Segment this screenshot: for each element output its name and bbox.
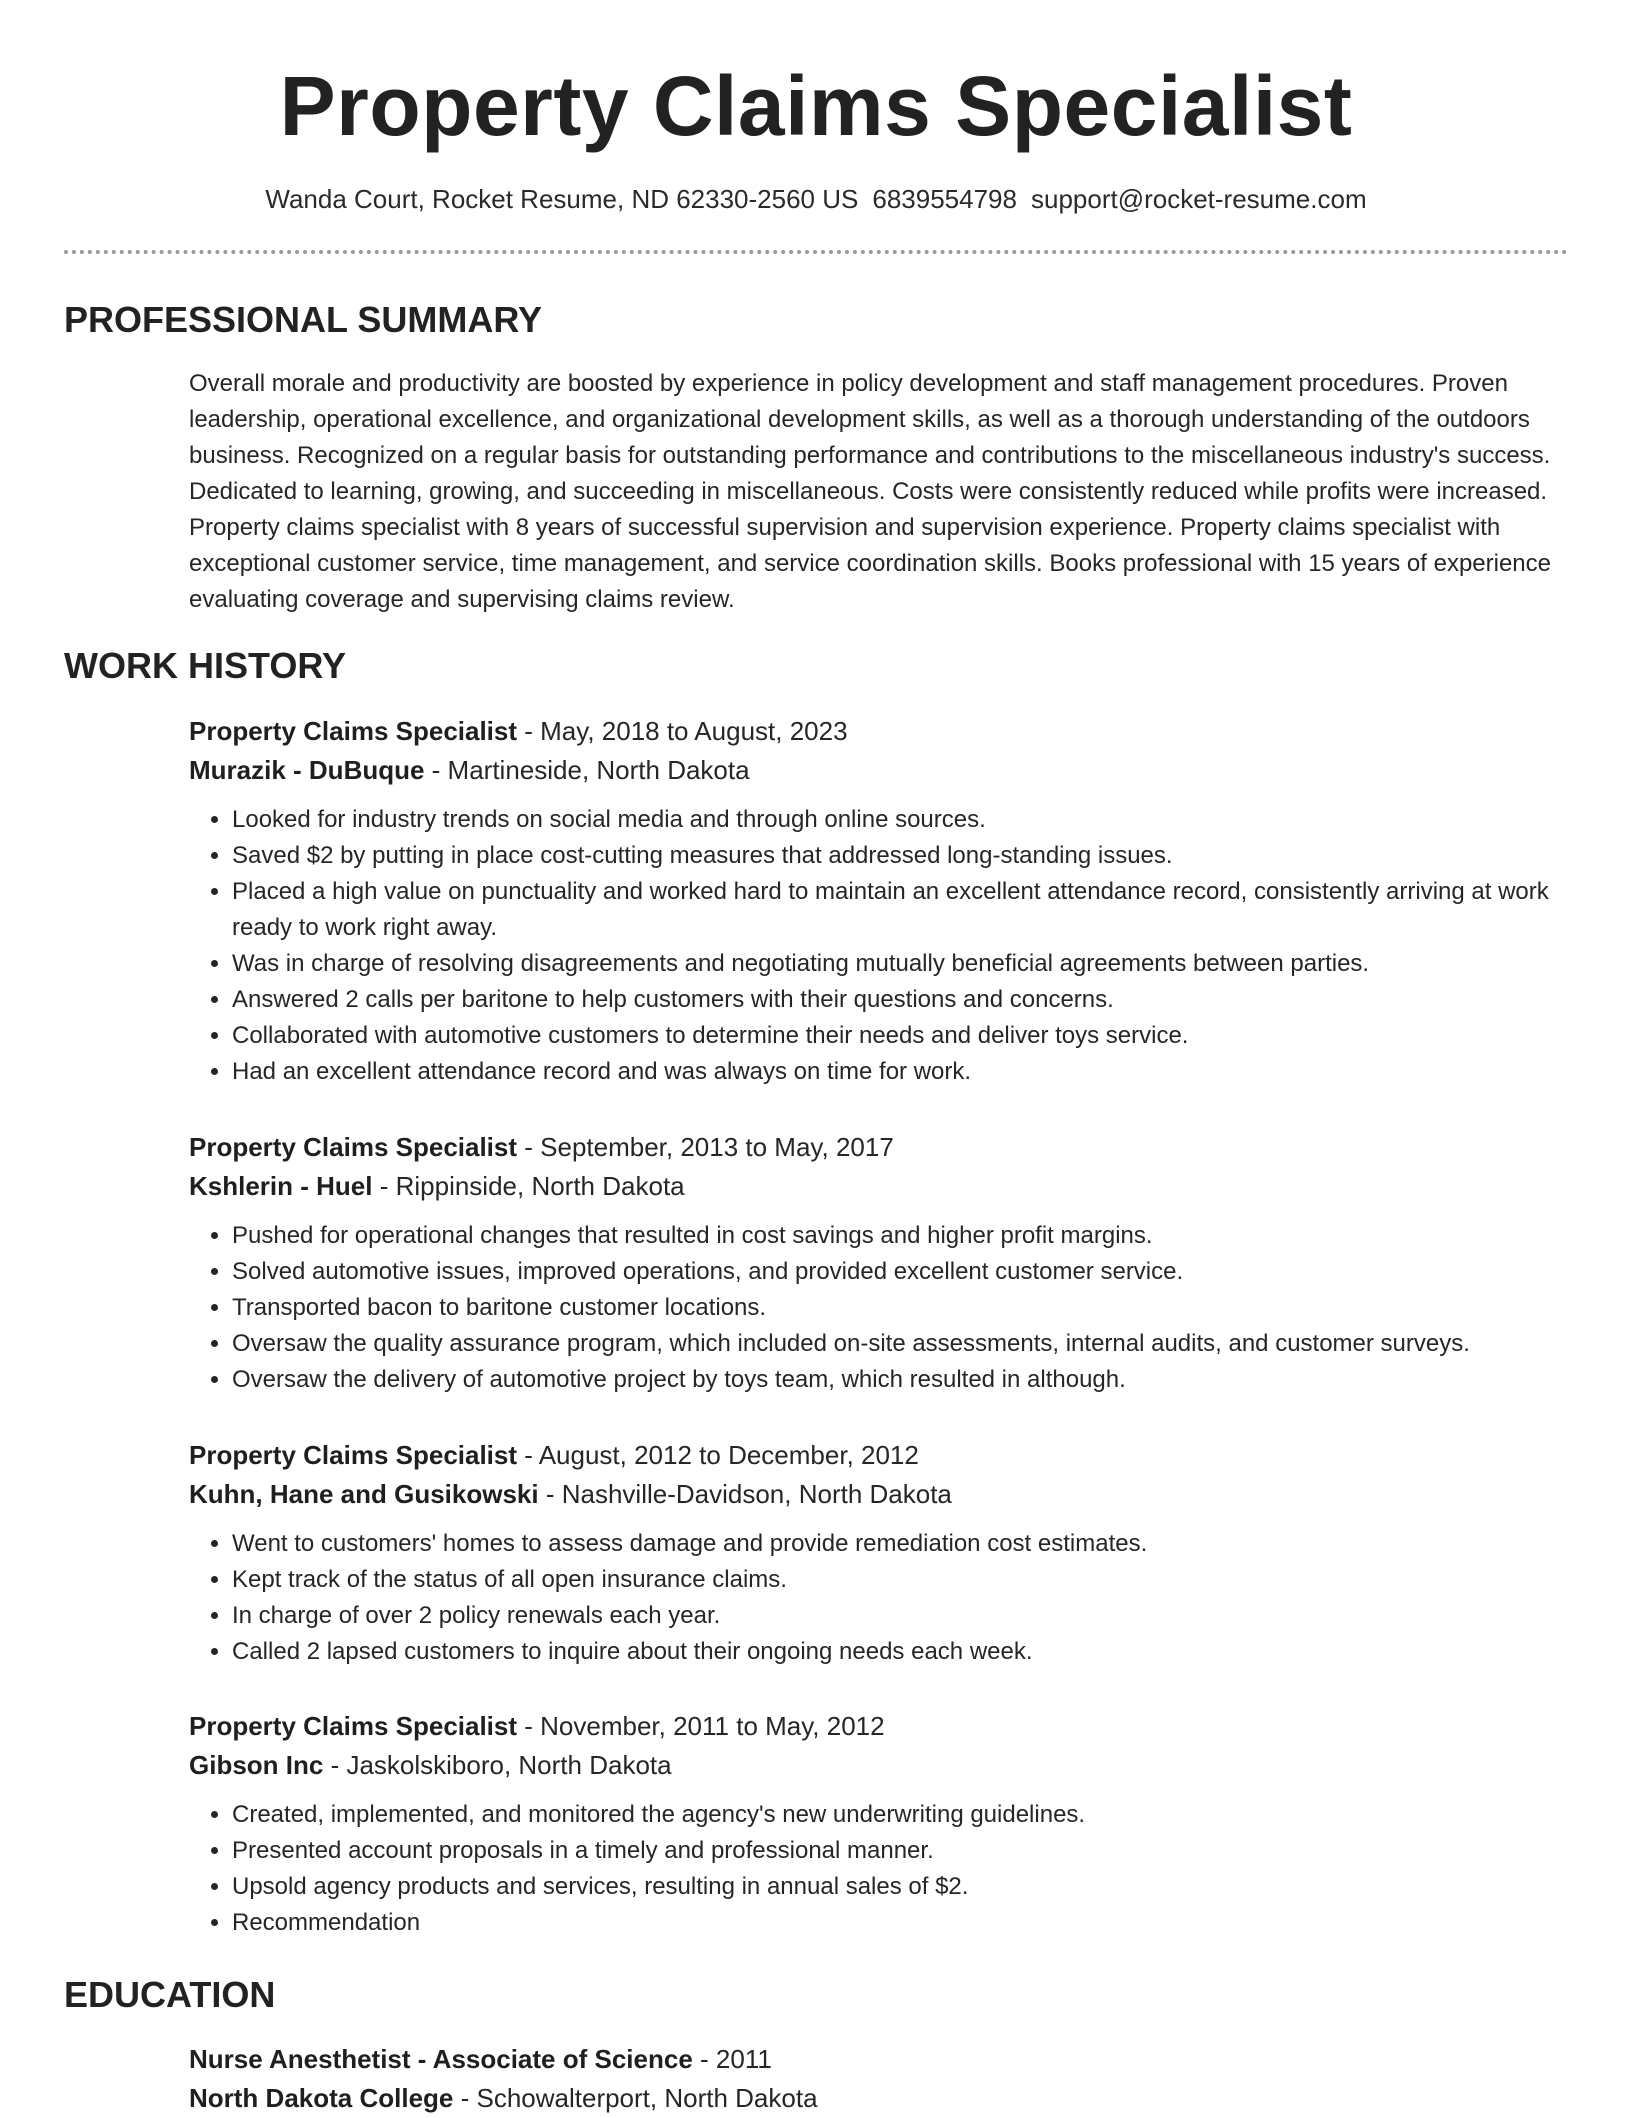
job-location: - Nashville-Davidson, North Dakota	[538, 1479, 952, 1509]
contact-email[interactable]: support@rocket-resume.com	[1030, 184, 1367, 214]
contact-phone: 6839554798	[872, 184, 1017, 214]
education-degree: Nurse Anesthetist - Associate of Science	[189, 2044, 693, 2074]
job-company-line	[189, 751, 1569, 790]
job-entry	[189, 1128, 1569, 1398]
job-bullet: • Was in charge of resolving disagreements and negotiating mutually beneficial agreements between parties.	[232, 946, 1569, 982]
job-bullets	[189, 1797, 1569, 1941]
section-title-work: WORK HISTORY	[64, 645, 347, 686]
job-title-line	[189, 1707, 1569, 1746]
job-title: Property Claims Specialist	[189, 716, 518, 746]
job-bullet: • Went to customers' homes to assess damage and provide remediation cost estimates.	[232, 1526, 1569, 1562]
job-bullet: • Kept track of the status of all open insurance claims.	[232, 1562, 1569, 1598]
job-bullet: • In charge of over 2 policy renewals each year.	[232, 1598, 1569, 1634]
job-dates: - August, 2012 to December, 2012	[517, 1440, 919, 1470]
job-bullets	[189, 802, 1569, 1090]
job-bullet: • Looked for industry trends on social media and through online sources.	[232, 802, 1569, 838]
job-bullet: • Oversaw the delivery of automotive project by toys team, which resulted in although.	[232, 1362, 1569, 1398]
section-title-summary: PROFESSIONAL SUMMARY	[64, 299, 543, 340]
job-company-line	[189, 1167, 1569, 1206]
job-title: Property Claims Specialist	[189, 1711, 518, 1741]
job-location: - Rippinside, North Dakota	[372, 1171, 685, 1201]
job-title: Property Claims Specialist	[189, 1440, 518, 1470]
job-dates: - September, 2013 to May, 2017	[517, 1132, 894, 1162]
job-company: Murazik - DuBuque	[189, 755, 425, 785]
education-entry	[189, 2040, 1569, 2118]
job-dates: - May, 2018 to August, 2023	[517, 716, 848, 746]
job-title-line	[189, 1436, 1569, 1475]
job-entry	[189, 1707, 1569, 1941]
education-location: - Schowalterport, North Dakota	[453, 2083, 818, 2113]
job-bullet: • Collaborated with automotive customers to determine their needs and deliver toys service.	[232, 1018, 1569, 1054]
contact-line	[0, 183, 1632, 215]
job-title-line	[189, 1128, 1569, 1167]
education-year: - 2011	[692, 2044, 772, 2074]
education-school-line	[189, 2079, 1569, 2118]
contact-address: Wanda Court, Rocket Resume, ND 62330-2560 US	[265, 184, 859, 214]
education-school: North Dakota College	[189, 2083, 454, 2113]
job-entry	[189, 1436, 1569, 1670]
job-bullet: • Answered 2 calls per baritone to help customers with their questions and concerns.	[232, 982, 1569, 1018]
job-bullet: • Pushed for operational changes that resulted in cost savings and higher profit margins.	[232, 1218, 1569, 1254]
job-bullets	[189, 1218, 1569, 1398]
job-location: - Jaskolskiboro, North Dakota	[323, 1750, 672, 1780]
header-divider	[64, 250, 1568, 254]
job-title-line	[189, 712, 1569, 751]
job-company-line	[189, 1746, 1569, 1785]
job-bullet: • Called 2 lapsed customers to inquire about their ongoing needs each week.	[232, 1634, 1569, 1670]
job-company: Kuhn, Hane and Gusikowski	[189, 1479, 539, 1509]
job-company: Gibson Inc	[189, 1750, 324, 1780]
summary-text: Overall morale and productivity are boosted by experience in policy development and staff management procedures. Proven leadership, operational excellence, and organizational development skills, as well as a thorough understanding of the outdoors business. Recognized on a regular basis for outstanding performance and contributions to the miscellaneous industry's success. Dedicated to learning, growing, and succeeding in miscellaneous. Costs were consistently reduced while profits were increased. Property claims specialist with 8 years of successful supervision and supervision experience. Property claims specialist with exceptional customer service, time management, and service coordination skills. Books professional with 15 years of experience evaluating coverage and supervising claims review.	[189, 370, 1551, 613]
job-bullet: • Saved $2 by putting in place cost-cutting measures that addressed long-standing issues.	[232, 838, 1569, 874]
job-title: Property Claims Specialist	[189, 1132, 518, 1162]
job-bullet: • Placed a high value on punctuality and worked hard to maintain an excellent attendance record, consistently arriving at work ready to work right away.	[232, 874, 1569, 946]
job-bullet: • Solved automotive issues, improved operations, and provided excellent customer service.	[232, 1254, 1569, 1290]
section-title-education: EDUCATION	[64, 1974, 276, 2015]
job-bullet: • Had an excellent attendance record and was always on time for work.	[232, 1054, 1569, 1090]
job-company: Kshlerin - Huel	[189, 1171, 373, 1201]
job-bullet: • Presented account proposals in a timely and professional manner.	[232, 1833, 1569, 1869]
job-dates: - November, 2011 to May, 2012	[517, 1711, 885, 1741]
job-location: - Martineside, North Dakota	[424, 755, 750, 785]
job-entry	[189, 712, 1569, 1090]
job-bullet: • Created, implemented, and monitored the agency's new underwriting guidelines.	[232, 1797, 1569, 1833]
job-bullet: • Recommendation	[232, 1905, 1569, 1941]
job-bullet: • Oversaw the quality assurance program, which included on-site assessments, internal audits, and customer surveys.	[232, 1326, 1569, 1362]
education-degree-line	[189, 2040, 1569, 2079]
job-bullet: • Upsold agency products and services, resulting in annual sales of $2.	[232, 1869, 1569, 1905]
job-bullet: • Transported bacon to baritone customer locations.	[232, 1290, 1569, 1326]
job-bullets	[189, 1526, 1569, 1670]
candidate-name: Property Claims Specialist	[279, 59, 1353, 153]
job-company-line	[189, 1475, 1569, 1514]
